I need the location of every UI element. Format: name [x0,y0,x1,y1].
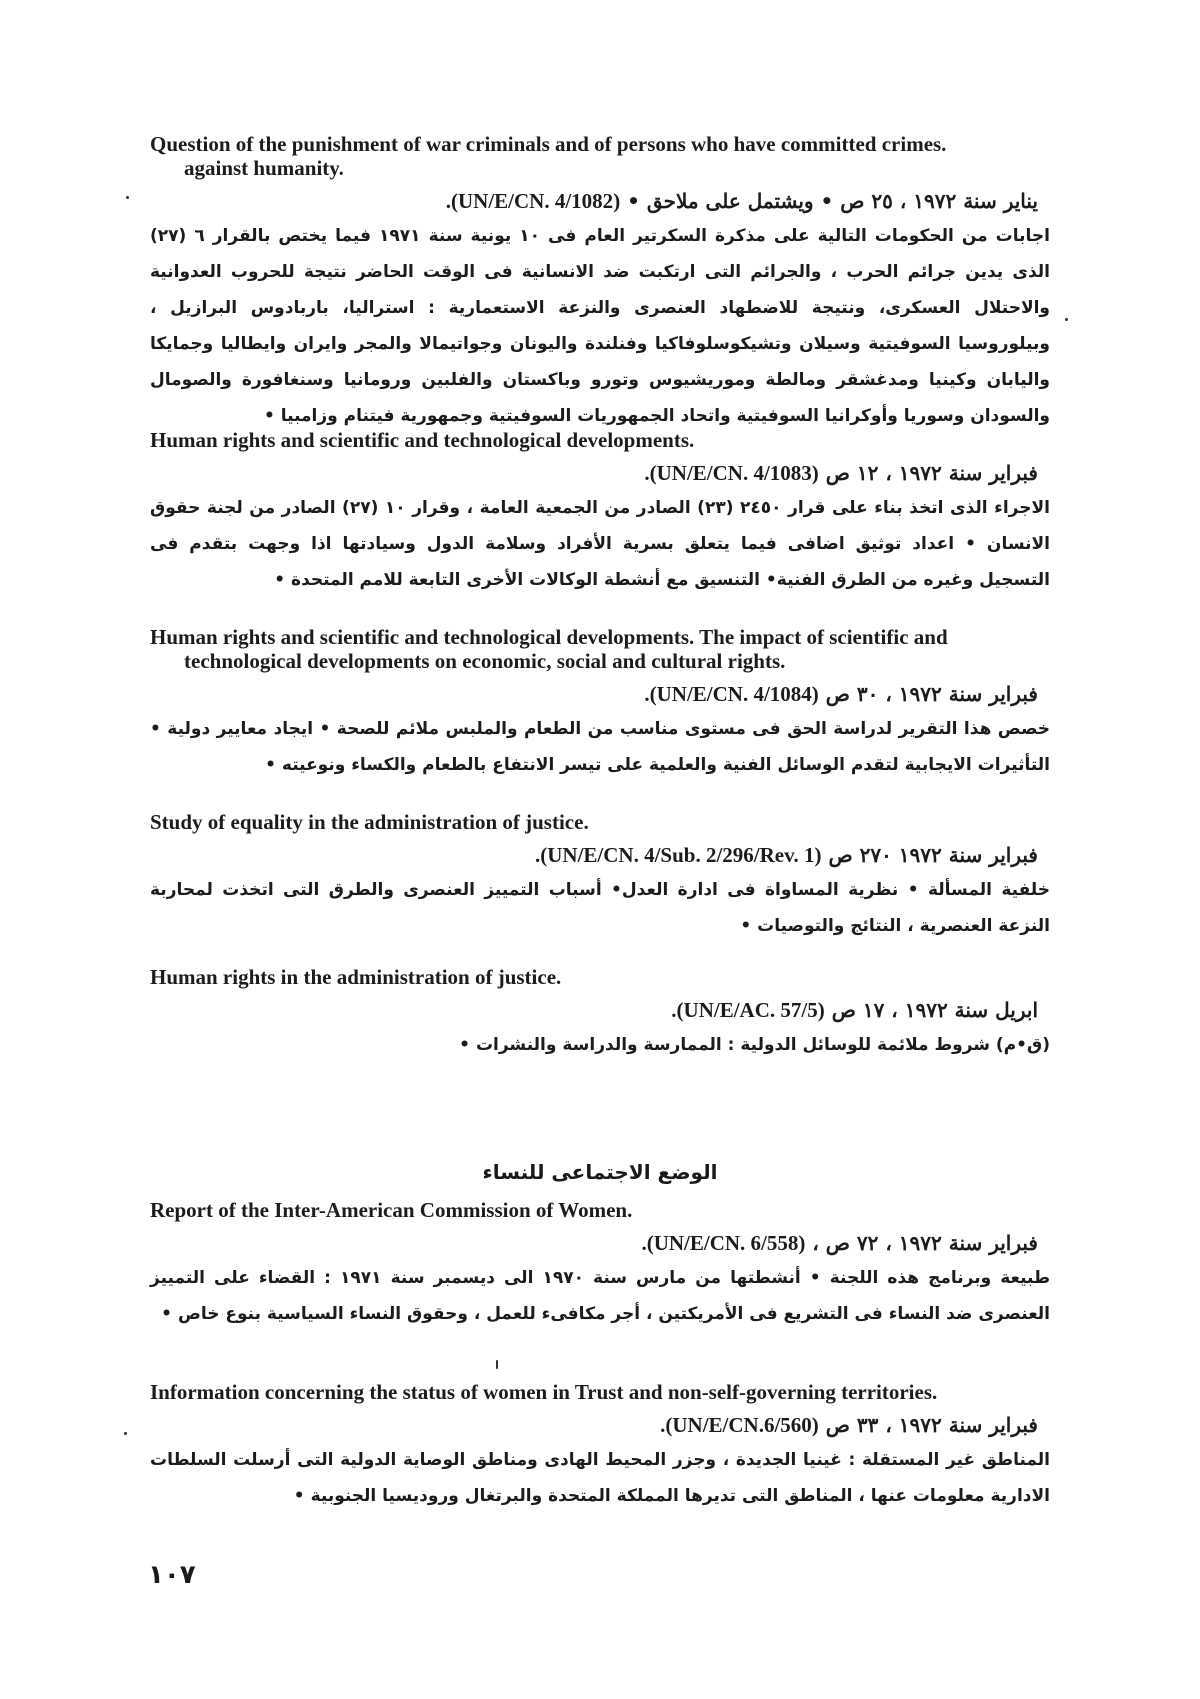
scan-speck [126,196,129,199]
entry-abstract: خلفية المسألة • نظرية المساواة فى ادارة العدل• أسباب التمييز العنصرى والطرق التى اتخذت لمحاربة النزعة العنصرية ، النتائج والتوصيات • [150,880,1050,936]
entry-abstract: المناطق غير المستقلة : غينيا الجديدة ، وجزر المحيط الهادى ومناطق الوصاية الدولية التى أرسلت السلطات الادارية معلومات عنها ، المناطق التى تديرها المملكة المتحدة والبرتغال وروديسيا الجنوبية • [150,1450,1050,1506]
entry-citation [150,456,1050,490]
entry-abstract: الاجراء الذى اتخذ بناء على قرار ٢٤٥٠ (٢٣) الصادر من الجمعية العامة ، وقرار ١٠ (٢٧) الصادر من لجنة حقوق الانسان • اعداد توثيق اضافى فيما يتعلق بسرية الأفراد وسلامة الدول وسيادتها اذا وجهت بتقدم فى التسجيل وغيره من الطرق الفنية• التنسيق مع أنشطة الوكالات الأخرى التابعة للامم المتحدة • [150,498,1050,590]
entry-doc-symbol: (UN/E/CN. 4/1084). [644,682,819,706]
bibliography-entry [150,625,1050,783]
title-line-2: technological developments on economic, social and cultural rights. [184,649,786,673]
title-line-1: Report of the Inter-American Commission of Women. [150,1198,633,1222]
page-number: ١٠٧ [148,1560,196,1590]
entry-citation [150,184,1050,218]
title-line-2: against humanity. [184,156,344,180]
title-line-1: Human rights and scientific and technological developments. [150,428,695,452]
entry-title-en [150,132,1050,180]
entry-citation [150,1226,1050,1260]
entry-doc-symbol: (UN/E/CN. 4/Sub. 2/296/Rev. 1). [535,843,822,867]
bibliography-entry [150,1380,1050,1514]
entry-title-en [150,1380,1050,1404]
entry-doc-symbol: (UN/E/CN. 4/1082). [445,189,621,213]
entry-citation [150,677,1050,711]
scan-speck [1065,318,1068,321]
entry-doc-symbol: (UN/E/CN. 4/1083). [644,461,819,485]
entry-date: ابريل سنة ١٩٧٢ ، ١٧ ص [831,998,1038,1022]
title-line-1: Human rights and scientific and technological developments. The impact of scientific and [150,625,948,649]
bibliography-entry [150,810,1050,944]
entry-citation [150,1408,1050,1442]
entry-doc-symbol: (UN/E/AC. 57/5). [671,998,825,1022]
entry-date: فبراير سنة ١٩٧٢ ، ١٢ ص [825,461,1038,485]
entry-abstract: اجابات من الحكومات التالية على مذكرة السكرتير العام فى ١٠ يونية سنة ١٩٧١ فيما يختص بالقرار ٦ (٢٧) الذى يدين جرائم الحرب ، والجرائم التى ارتكبت ضد الانسانية فى الوقت الحاضر نتيجة للحروب العدوانية والاحتلال العسكرى، ونتيجة للاضطهاد العنصرى والنزعة الاستعمارية : استراليا، باربادوس البرازيل ، وبيلوروسيا السوفيتية وسيلان وتشيكوسلوفاكيا وفنلندة واليونان وجواتيمالا والمجر وايران وايطاليا وجمايكا واليابان وكينيا ومدغشقر ومالطة وموريشيوس وتورو وباكستان والفلبين ورومانيا وسنغافورة والصومال والسودان وسوريا وأوكرانيا السوفيتية واتحاد الجمهوريات السوفيتية وجمهورية فيتنام وزامبيا • [150,226,1050,426]
entry-citation [150,838,1050,872]
entry-title-en [150,810,1050,834]
title-line-1: Study of equality in the administration of justice. [150,810,589,834]
entry-doc-symbol: (UN/E/CN. 6/558). [641,1231,806,1255]
entry-citation [150,993,1050,1027]
entry-date: فبراير سنة ١٩٧٢ ، ٣٣ ص [825,1413,1038,1437]
bibliography-entry [150,428,1050,598]
bibliography-entry [150,1198,1050,1332]
entry-title-en [150,625,1050,673]
entry-title-en [150,1198,1050,1222]
entry-title-en [150,428,1050,452]
title-line-1: Human rights in the administration of justice. [150,965,562,989]
entry-doc-symbol: (UN/E/CN.6/560). [660,1413,819,1437]
section-heading: الوضع الاجتماعى للنساء [482,1160,718,1184]
entry-date: يناير سنة ١٩٧٢ ، ٢٥ ص • ويشتمل على ملاحق • [627,189,1038,213]
entry-abstract: طبيعة وبرنامج هذه اللجنة • أنشطتها من مارس سنة ١٩٧٠ الى ديسمبر سنة ١٩٧١ : القضاء على التمييز العنصرى ضد النساء فى التشريع فى الأمريكتين ، أجر مكافىء للعمل ، وحقوق النساء السياسية بنوع خاص • [150,1268,1051,1324]
title-line-1: Question of the punishment of war criminals and of persons who have committed crimes. [150,132,947,156]
bibliography-entry [150,132,1050,434]
bibliography-entry [150,965,1050,1063]
entry-abstract: خصص هذا التقرير لدراسة الحق فى مستوى مناسب من الطعام والملبس ملائم للصحة • ايجاد معايير دولية • التأثيرات الايجابية لتقدم الوسائل الفنية والعلمية على تيسر الانتفاع بالطعام والكساء ونوعيته • [150,719,1050,775]
entry-date: فبراير سنة ١٩٧٢ ٢٧٠ ص [828,843,1038,867]
entry-abstract: (ق•م) شروط ملائمة للوسائل الدولية : الممارسة والدراسة والنشرات • [459,1035,1050,1055]
entry-title-en [150,965,1050,989]
title-line-1: Information concerning the status of women in Trust and non-self-governing territories. [150,1380,938,1404]
entry-date: فبراير سنة ١٩٧٢ ، ٧٢ ص ، [812,1231,1038,1255]
scan-speck [496,1360,498,1369]
entry-date: فبراير سنة ١٩٧٢ ، ٣٠ ص [825,682,1038,706]
scan-speck [124,1432,127,1435]
